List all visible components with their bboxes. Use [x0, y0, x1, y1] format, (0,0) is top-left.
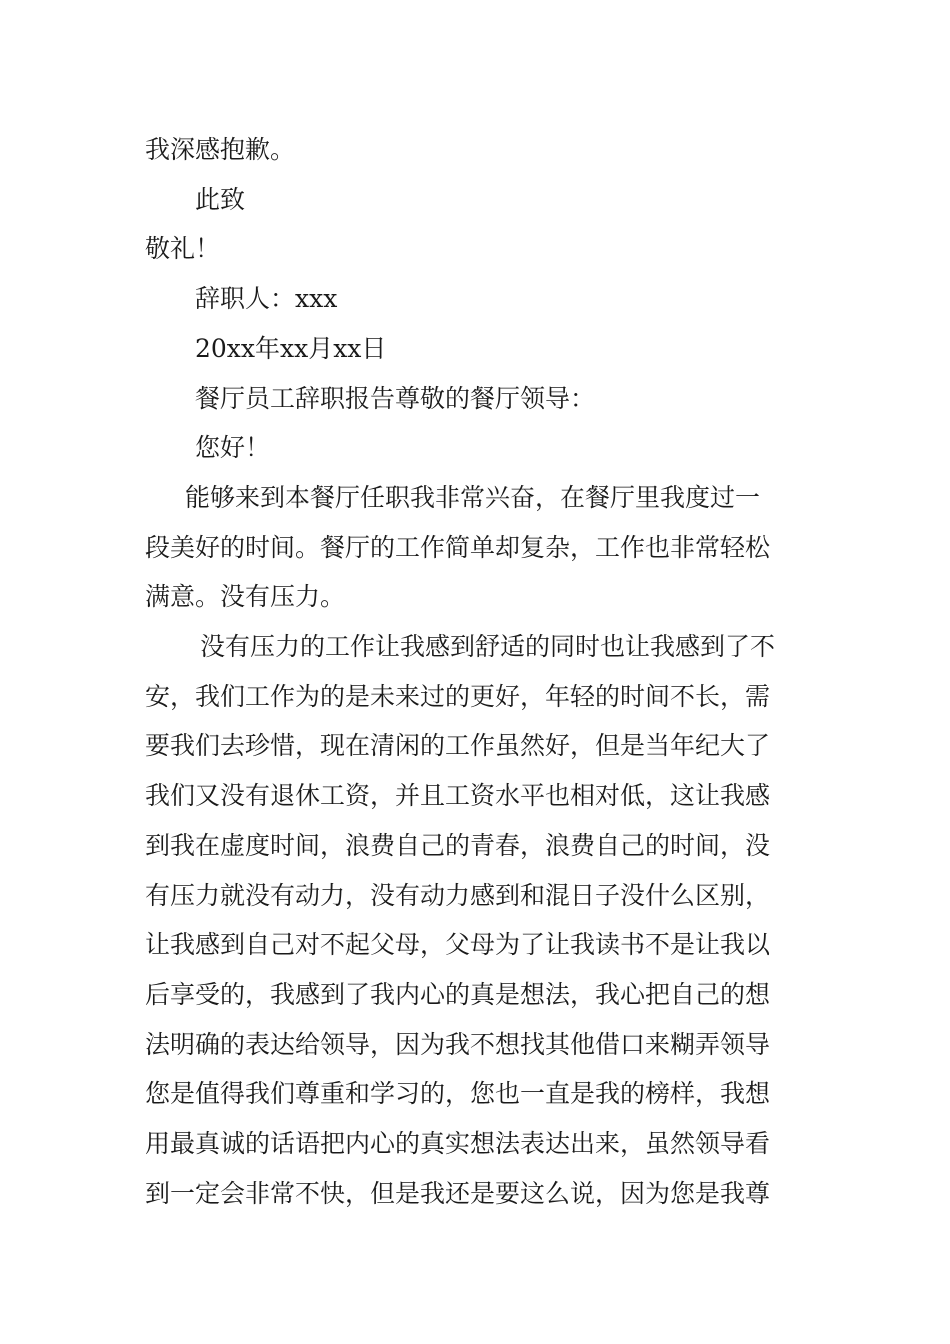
paragraph-line: 段美好的时间。餐厅的工作简单却复杂，工作也非常轻松 — [145, 532, 771, 562]
paragraph-line: 后享受的，我感到了我内心的真是想法，我心把自己的想 — [145, 979, 771, 1009]
paragraph-line: 让我感到自己对不起父母，父母为了让我读书不是让我以 — [145, 930, 771, 960]
closing-salutation: 此致 — [195, 184, 246, 214]
paragraph-line: 要我们去珍惜，现在清闲的工作虽然好，但是当年纪大了 — [145, 731, 771, 761]
paragraph-line: 满意。没有压力。 — [145, 582, 346, 612]
paragraph-line: 有压力就没有动力，没有动力感到和混日子没什么区别， — [145, 880, 771, 910]
greeting-line: 您好！ — [195, 433, 271, 463]
paragraph-line: 没有压力的工作让我感到舒适的同时也让我感到了不 — [200, 632, 776, 662]
paragraph-line: 安，我们工作为的是未来过的更好，年轻的时间不长，需 — [145, 681, 771, 711]
text-line: 我深感抱歉。 — [145, 135, 296, 164]
paragraph-line: 法明确的表达给领导，因为我不想找其他借口来糊弄领导 — [145, 1029, 771, 1059]
paragraph-line: 能够来到本餐厅任职我非常兴奋，在餐厅里我度过一 — [185, 482, 761, 512]
paragraph-line: 到一定会非常不快，但是我还是要这么说，因为您是我尊 — [145, 1178, 771, 1208]
document-body — [145, 125, 810, 1218]
section-title: 餐厅员工辞职报告尊敬的餐厅领导： — [195, 383, 596, 413]
closing-respect: 敬礼！ — [145, 234, 221, 264]
paragraph-line: 我们又没有退休工资，并且工资水平也相对低，这让我感 — [145, 781, 771, 811]
paragraph-line: 您是值得我们尊重和学习的，您也一直是我的榜样，我想 — [145, 1079, 771, 1109]
date-line: 20xx年xx月xx日 — [195, 333, 387, 363]
signature-line: 辞职人：xxx — [195, 284, 338, 314]
paragraph-line: 用最真诚的话语把内心的真实想法表达出来，虽然领导看 — [145, 1129, 771, 1159]
paragraph-line: 到我在虚度时间，浪费自己的青春，浪费自己的时间，没 — [145, 830, 771, 860]
